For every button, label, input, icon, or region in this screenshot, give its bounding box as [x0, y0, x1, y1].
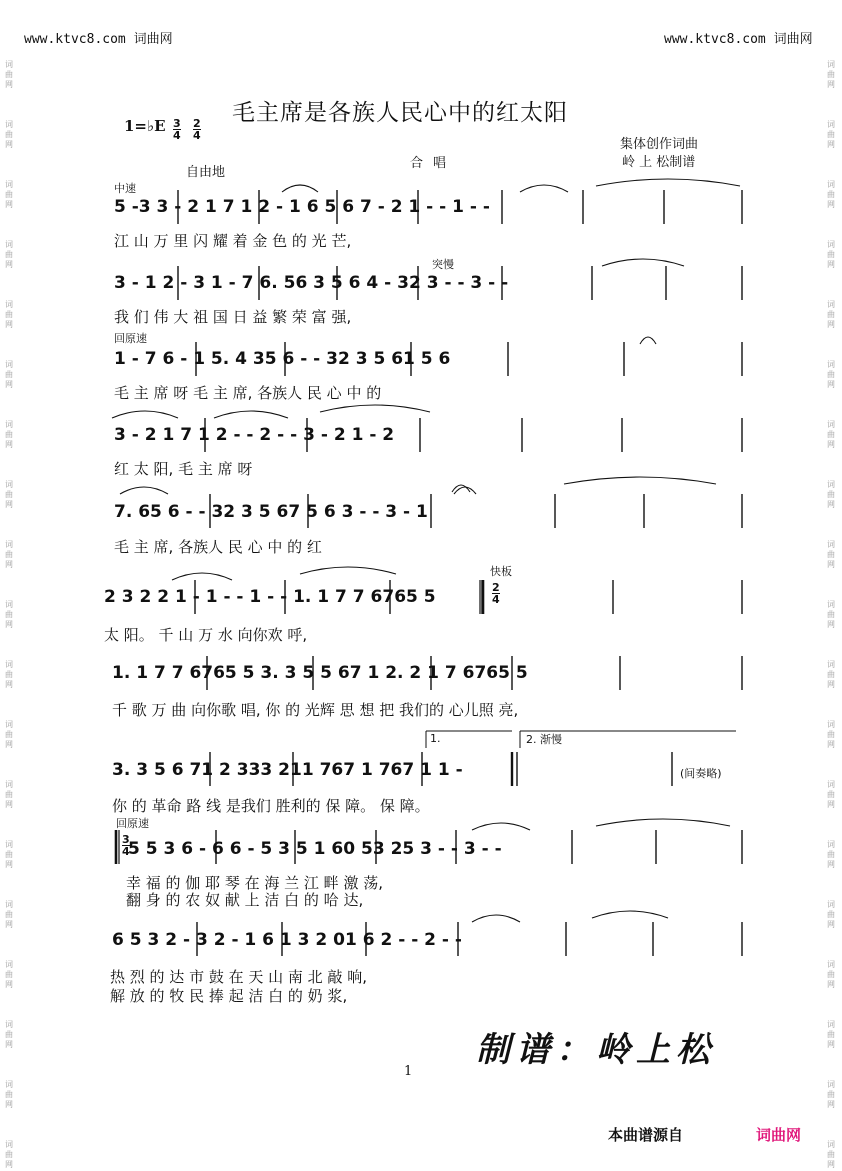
- watermark-char: 词: [5, 1080, 13, 1089]
- watermark-char: 曲: [827, 1150, 835, 1159]
- watermark-char: 词: [827, 300, 835, 309]
- watermark-char: 曲: [5, 70, 13, 79]
- watermark-char: 曲: [5, 1030, 13, 1039]
- tie-arc: [596, 819, 730, 826]
- watermark-char: 曲: [5, 1090, 13, 1099]
- watermark-char: 曲: [827, 250, 835, 259]
- watermark-char: 曲: [5, 550, 13, 559]
- watermark-char: 网: [827, 440, 835, 449]
- tempo-mark: 回原速: [114, 332, 147, 345]
- notes-row: 3 - 2 1 7 1 2 - - 2 - - 3 - 2 1 - 2: [114, 425, 395, 445]
- watermark-char: 词: [827, 660, 835, 669]
- watermark-char: 网: [5, 800, 13, 809]
- watermark-char: 词: [5, 1020, 13, 1029]
- tie-arc: [602, 259, 684, 266]
- tie-arc: [300, 567, 396, 574]
- watermark-char: 曲: [827, 550, 835, 559]
- watermark-char: 曲: [5, 130, 13, 139]
- watermark-char: 网: [5, 860, 13, 869]
- watermark-char: 曲: [5, 790, 13, 799]
- tie-arc: [596, 179, 740, 186]
- watermark-char: 网: [5, 980, 13, 989]
- tie-arc: [472, 823, 530, 830]
- notes-row: 5 5 3 6 - 6 6 - 5 3 5 1 60 53 25 3 - - 3 - -: [128, 839, 502, 859]
- credit-transcriber: 岭 上 松制谱: [622, 155, 696, 170]
- lyrics-row: 毛 主 席 呀 毛 主 席, 各族人 民 心 中 的: [114, 384, 382, 402]
- watermark-char: 词: [827, 540, 835, 549]
- performance-style: 合唱: [410, 156, 457, 171]
- watermark-char: 曲: [827, 1090, 835, 1099]
- watermark-char: 曲: [827, 970, 835, 979]
- tie-arc: [120, 487, 168, 494]
- watermark-char: 词: [827, 960, 835, 969]
- notes-row: 2 3 2 2 1 - 1 - - 1 - - 1. 1 7 7 6765 5: [104, 587, 436, 607]
- watermark-char: 网: [5, 200, 13, 209]
- lyrics-row: 江 山 万 里 闪 耀 着 金 色 的 光 芒,: [114, 232, 352, 250]
- watermark-char: 网: [827, 800, 835, 809]
- watermark-char: 词: [5, 900, 13, 909]
- watermark-char: 词: [827, 1140, 835, 1149]
- tie-arc: [282, 185, 318, 192]
- watermark-char: 网: [5, 1160, 13, 1169]
- tempo-mark: 突慢: [432, 258, 454, 271]
- watermark-char: 网: [827, 1100, 835, 1109]
- watermark-char: 曲: [827, 430, 835, 439]
- tie-arc: [172, 573, 232, 580]
- watermark-char: 曲: [827, 910, 835, 919]
- watermark-char: 网: [827, 980, 835, 989]
- watermark-char: 曲: [5, 250, 13, 259]
- lyrics-row: 幸 福 的 伽 耶 琴 在 海 兰 江 畔 激 荡,: [126, 874, 383, 892]
- watermark-char: 网: [827, 740, 835, 749]
- time-signature-3-4-inline: 3 4: [122, 833, 130, 858]
- watermark-char: 曲: [5, 670, 13, 679]
- watermark-char: 网: [827, 500, 835, 509]
- watermark-char: 曲: [827, 310, 835, 319]
- notes-row: 5 -3 3 - 2 1 7 1 2 - 1 6 5 6 7 - 2 1 - - 1 - -: [114, 197, 490, 217]
- watermark-char: 网: [5, 80, 13, 89]
- watermark-char: 词: [827, 240, 835, 249]
- interlude-note: (间奏略): [680, 767, 722, 780]
- watermark-char: 曲: [827, 70, 835, 79]
- watermark-char: 曲: [827, 490, 835, 499]
- lyrics-row: 红 太 阳, 毛 主 席 呀: [114, 460, 253, 478]
- watermark-char: 网: [827, 320, 835, 329]
- transcriber-signature: 制谱：岭上松: [476, 1030, 716, 1070]
- watermark-char: 词: [827, 360, 835, 369]
- watermark-char: 词: [827, 480, 835, 489]
- tie-arc: [472, 915, 520, 922]
- watermark-char: 词: [5, 660, 13, 669]
- song-title: 毛主席是各族人民心中的红太阳: [232, 100, 568, 126]
- tie-arc: [520, 185, 568, 192]
- watermark-char: 网: [827, 1040, 835, 1049]
- tempo-mark: 回原速: [116, 817, 149, 830]
- watermark-char: 曲: [827, 190, 835, 199]
- watermark-char: 词: [5, 180, 13, 189]
- watermark-char: 网: [5, 440, 13, 449]
- tie-arc: [564, 477, 716, 484]
- page-number: 1: [404, 1064, 413, 1079]
- watermark-char: 曲: [827, 1030, 835, 1039]
- lyrics-row: 千 歌 万 曲 向你歌 唱, 你 的 光辉 思 想 把 我们的 心儿照 亮,: [112, 701, 519, 719]
- lyrics-row-verse-2: 解 放 的 牧 民 捧 起 洁 白 的 奶 浆,: [110, 987, 348, 1005]
- watermark-char: 网: [827, 80, 835, 89]
- time-signature-2-4-inline: 2 4: [492, 581, 500, 606]
- watermark-char: 词: [827, 720, 835, 729]
- watermark-char: 网: [827, 560, 835, 569]
- notes-row: 3. 3 5 6 71 2 333 211 767 1 767 1 1 -: [112, 760, 463, 780]
- watermark-char: 曲: [5, 850, 13, 859]
- watermark-char: 网: [5, 500, 13, 509]
- watermark-char: 曲: [827, 790, 835, 799]
- watermark-char: 词: [827, 780, 835, 789]
- watermark-char: 网: [5, 620, 13, 629]
- watermark-char: 词: [827, 1080, 835, 1089]
- watermark-char: 网: [5, 920, 13, 929]
- watermark-char: 词: [5, 840, 13, 849]
- watermark-char: 曲: [827, 610, 835, 619]
- tie-arc: [214, 411, 288, 418]
- tempo-mark: 中速: [114, 182, 136, 195]
- watermark-char: 词: [827, 120, 835, 129]
- watermark-char: 词: [5, 120, 13, 129]
- notes-row: 6 5 3 2 - 3 2 - 1 6 1 3 2 01 6 2 - - 2 - -: [112, 930, 462, 950]
- watermark-char: 曲: [827, 730, 835, 739]
- footer-source-text: 本曲谱源自: [608, 1126, 684, 1144]
- watermark-char: 网: [827, 380, 835, 389]
- watermark-char: 网: [827, 680, 835, 689]
- tempo-mark: 快板: [490, 565, 512, 578]
- time-signature-3-4: 3 4: [173, 117, 181, 142]
- watermark-char: 网: [5, 680, 13, 689]
- watermark-char: 曲: [5, 970, 13, 979]
- lyrics-row: 你 的 革命 路 线 是我们 胜利的 保 障。 保 障。: [112, 797, 430, 815]
- watermark-char: 网: [827, 140, 835, 149]
- tie-arc: [640, 337, 656, 344]
- watermark-char: 曲: [5, 310, 13, 319]
- site-header-left[interactable]: www.ktvc8.com 词曲网: [24, 32, 173, 47]
- watermark-char: 词: [827, 60, 835, 69]
- watermark-char: 曲: [5, 1150, 13, 1159]
- watermark-char: 词: [5, 360, 13, 369]
- tie-arc: [454, 487, 476, 494]
- watermark-char: 网: [827, 200, 835, 209]
- notes-row: 1. 1 7 7 6765 5 3. 3 5 5 67 1 2. 2 1 7 6765 5: [112, 663, 528, 683]
- watermark-char: 网: [5, 380, 13, 389]
- watermark-char: 曲: [5, 190, 13, 199]
- notes-row: 1 - 7 6 - 1 5. 4 35 6 - - 32 3 5 61 5 6: [114, 349, 451, 369]
- watermark-char: 曲: [5, 490, 13, 499]
- watermark-char: 曲: [5, 370, 13, 379]
- watermark-char: 网: [5, 140, 13, 149]
- watermark-char: 网: [827, 920, 835, 929]
- tie-arc: [320, 405, 430, 412]
- watermark-char: 曲: [5, 730, 13, 739]
- watermark-char: 网: [5, 560, 13, 569]
- lyrics-row-verse-2: 翻 身 的 农 奴 献 上 洁 白 的 哈 达,: [126, 891, 364, 909]
- watermark-char: 词: [827, 1020, 835, 1029]
- watermark-char: 网: [827, 1160, 835, 1169]
- watermark-char: 词: [827, 900, 835, 909]
- watermark-char: 曲: [827, 370, 835, 379]
- volta-1-label: 1.: [430, 732, 441, 745]
- notes-row: 7. 65 6 - - 32 3 5 67 5 6 3 - - 3 - 1: [114, 502, 428, 522]
- watermark-char: 网: [827, 860, 835, 869]
- notes-row: 3 - 1 2 - 3 1 - 7 6. 56 3 5 6 4 - 32 3 - - 3 - -: [114, 273, 509, 293]
- watermark-char: 词: [5, 1140, 13, 1149]
- watermark-char: 词: [5, 60, 13, 69]
- watermark-char: 词: [827, 180, 835, 189]
- lyrics-row: 太 阳。 千 山 万 水 向你欢 呼,: [104, 626, 308, 644]
- watermark-char: 词: [827, 840, 835, 849]
- watermark-char: 曲: [5, 610, 13, 619]
- volta-2-label: 2. 渐慢: [526, 733, 562, 746]
- watermark-char: 词: [827, 600, 835, 609]
- watermark-char: 曲: [827, 130, 835, 139]
- watermark-char: 词: [5, 600, 13, 609]
- site-header-right[interactable]: www.ktvc8.com 词曲网: [664, 32, 813, 47]
- lyrics-row: 热 烈 的 达 市 鼓 在 天 山 南 北 敲 响,: [110, 968, 367, 986]
- watermark-char: 词: [5, 420, 13, 429]
- tie-arc: [112, 411, 178, 418]
- watermark-char: 网: [827, 260, 835, 269]
- footer-brand-link[interactable]: 词曲网: [756, 1126, 802, 1144]
- key-signature: 1=♭E: [124, 117, 166, 135]
- watermark-char: 网: [5, 320, 13, 329]
- watermark-char: 词: [5, 780, 13, 789]
- watermark-char: 词: [5, 300, 13, 309]
- lyrics-row: 毛 主 席, 各族人 民 心 中 的 红: [114, 538, 322, 556]
- watermark-char: 词: [5, 480, 13, 489]
- watermark-char: 曲: [827, 670, 835, 679]
- time-signature-2-4: 2 4: [193, 117, 201, 142]
- watermark-char: 词: [5, 540, 13, 549]
- watermark-char: 曲: [5, 910, 13, 919]
- credit-composer: 集体创作词曲: [620, 137, 699, 152]
- lyrics-row: 我 们 伟 大 祖 国 日 益 繁 荣 富 强,: [114, 308, 352, 326]
- watermark-char: 网: [5, 1100, 13, 1109]
- watermark-char: 词: [827, 420, 835, 429]
- watermark-char: 网: [827, 620, 835, 629]
- watermark-char: 网: [5, 740, 13, 749]
- watermark-char: 词: [5, 240, 13, 249]
- watermark-char: 曲: [5, 430, 13, 439]
- watermark-char: 词: [5, 720, 13, 729]
- expression-mark: 自由地: [186, 165, 226, 180]
- watermark-char: 网: [5, 1040, 13, 1049]
- watermark-char: 曲: [827, 850, 835, 859]
- watermark-char: 词: [5, 960, 13, 969]
- watermark-char: 网: [5, 260, 13, 269]
- tie-arc: [592, 911, 668, 918]
